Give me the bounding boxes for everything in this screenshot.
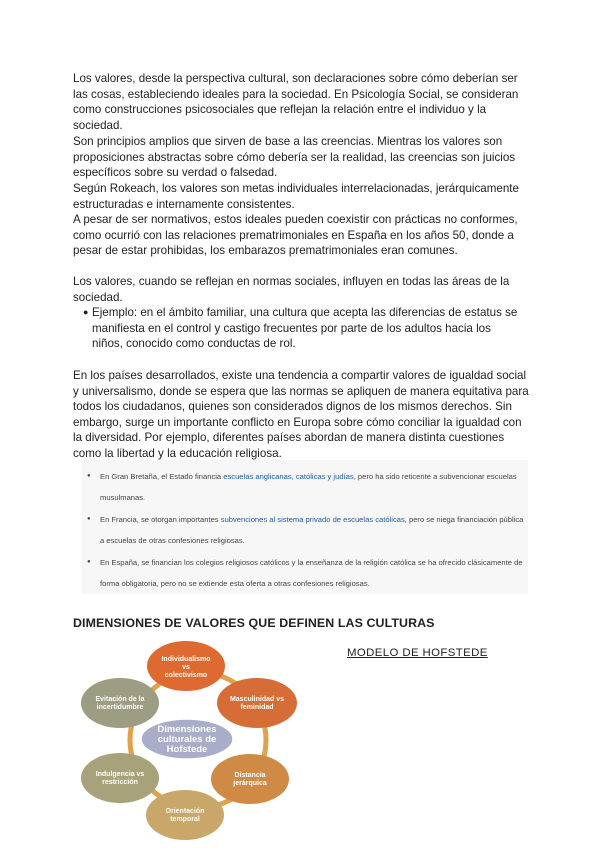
node-distance xyxy=(211,754,289,804)
excerpt-item-britain xyxy=(87,466,525,508)
node-orientation xyxy=(146,790,224,840)
node-orientation-shape xyxy=(146,790,224,840)
node-masculinity-shape xyxy=(217,678,297,728)
paragraph-values-definition: Los valores, desde la perspectiva cultural, son declaraciones sobre cómo deberían ser las cosas, estableciendo ideales para la sociedad. En Psicología Social, se consideran como construcciones psicosociales que reflejan la relación entre el individuo y la sociedad. xyxy=(73,72,519,132)
hofstede-cycle-diagram xyxy=(80,636,320,841)
center-node-line1: Dimensiones xyxy=(157,724,217,735)
node-indulgence xyxy=(81,753,159,803)
excerpt-france-text-a: En Francia, se otorgan importantes xyxy=(100,515,221,524)
bullet-example xyxy=(83,305,522,352)
excerpt-item-france xyxy=(87,509,525,551)
model-title: MODELO DE HOFSTEDE xyxy=(347,647,488,659)
center-node xyxy=(141,719,233,759)
node-individualism-line2: vs xyxy=(182,664,190,671)
node-masculinity-line1: Masculinidad vs xyxy=(229,696,285,703)
excerpt-france-text-b: , pero se niega financiación pública a escuelas de otras confesiones religiosas. xyxy=(100,515,524,545)
center-node-line3: Hofstede xyxy=(166,744,208,755)
node-distance-shape xyxy=(211,754,289,804)
node-individualism-line3: colectivismo xyxy=(164,672,208,679)
bullet-dot-icon: ● xyxy=(87,559,91,565)
node-uncertainty-line1: Evitación de la xyxy=(95,696,145,703)
node-uncertainty xyxy=(81,678,159,728)
node-distance-line1: Distancia xyxy=(234,772,266,779)
node-indulgence-shape xyxy=(81,753,159,803)
section-heading: DIMENSIONES DE VALORES QUE DEFINEN LAS CULTURAS xyxy=(73,616,435,630)
paragraph-social-norms: Los valores, cuando se reflejan en normas sociales, influyen en todas las áreas de la sociedad. xyxy=(73,275,510,304)
excerpt-item-spain xyxy=(87,552,525,594)
node-orientation-line2: temporal xyxy=(170,816,200,823)
bullet-dot-icon: ● xyxy=(87,516,91,522)
bullet-dot-icon: ● xyxy=(87,473,91,479)
node-individualism-line1: Individualismo xyxy=(161,656,211,663)
node-distance-line2: jerárquica xyxy=(233,780,267,787)
excerpt-britain-text-a: En Gran Bretaña, el Estado financia xyxy=(100,472,224,481)
bullet-example-text: Ejemplo: en el ámbito familiar, una cultura que acepta las diferencias de estatus se manifiesta en el control y castigo frecuentes por parte de los adultos hacia los niños, conocido como conductas de rol. xyxy=(92,306,518,351)
paragraph-developed-countries: En los países desarrollados, existe una tendencia a compartir valores de igualdad social y universalismo, donde se espera que las normas se apliquen de manera equitativa para todos los ciudadanos, quienes son considerados dignos de los mismos derechos. Sin embargo, surge un importante conflicto en Europa sobre cómo conciliar la igualdad con la diversidad. Por ejemplo, diferentes países abordan de manera distinta cuestiones como la libertad y la educación religiosa. xyxy=(73,369,529,460)
embedded-text-excerpt xyxy=(82,460,528,594)
center-node-line2: culturales de xyxy=(157,734,217,745)
paragraph-principles: Son principios amplios que sirven de base a las creencias. Mientras los valores son proposiciones abstractas sobre cómo debería ser la realidad, las creencias son juicios específicos sobre su verdad o falsedad. xyxy=(73,135,516,180)
paragraph-rokeach: Según Rokeach, los valores son metas individuales interrelacionadas, jerárquicamente estructuradas e internamente consistentes. xyxy=(73,182,519,211)
excerpt-britain-text-b: , pero ha sido reticente a subvencionar escuelas musulmanas. xyxy=(100,472,517,502)
node-indulgence-line1: Indulgencia vs xyxy=(95,771,145,778)
excerpt-france-link[interactable]: subvenciones al sistema privado de escuelas católicas xyxy=(220,515,405,524)
node-uncertainty-shape xyxy=(81,678,159,728)
paragraph-normative: A pesar de ser normativos, estos ideales pueden coexistir con prácticas no conformes, como ocurrió con las relaciones prematrimoniales en España en los años 50, donde a pesar de estar prohibidas, los embarazos prematrimoniales eran comunes. xyxy=(73,213,518,258)
node-orientation-line1: Orientación xyxy=(165,808,205,815)
excerpt-britain-link[interactable]: escuelas anglicanas, católicas y judías xyxy=(223,472,354,481)
node-individualism xyxy=(147,641,225,691)
node-masculinity xyxy=(217,678,297,728)
bullet-dot-icon: ● xyxy=(83,307,89,317)
node-uncertainty-line2: incertidumbre xyxy=(96,704,144,711)
node-indulgence-line2: restricción xyxy=(102,779,138,786)
excerpt-spain-text: En España, se financian los colegios religiosos católicos y la enseñanza de la religión católica se ha ofrecido clásicamente de forma obligatoria, pero no se extiende esta oferta a otras confesiones religiosas. xyxy=(100,558,523,588)
node-masculinity-line2: feminidad xyxy=(240,704,274,711)
